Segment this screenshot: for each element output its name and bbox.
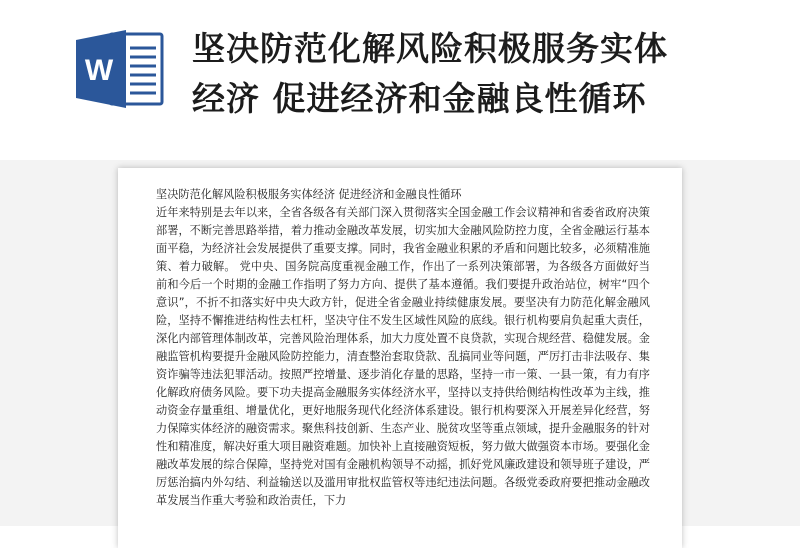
document-title: 坚决防范化解风险积极服务实体经济 促进经济和金融良性循环 — [156, 188, 462, 201]
word-icon-letter: W — [84, 54, 114, 87]
title-line-1: 坚决防范化解风险积极服务实体 — [192, 29, 668, 68]
header — [0, 0, 800, 160]
title-line-2: 经济 促进经济和金融良性循环 — [192, 79, 647, 118]
document-content — [156, 186, 650, 510]
document-body: 近年来特别是去年以来，全省各级各有关部门深入贯彻落实全国金融工作会议精神和省委省政府决策部署，不断完善思路举措，着力推动金融改革发展，切实加大金融风险防控力度，全省金融运行基本面平稳，为经济社会发展提供了重要支撑。同时，我省金融业积累的矛盾和问题比较多，必须精准施策、着力破解。 党中央、国务院高度重视金融工作，作出了一系列决策部署，为各级各方面做好当前和今后一个时期的金融工作指明了努力方向、提供了基本遵循。我们要提升政治站位，树牢“四个意识”，不折不扣落实好中央大政方针，促进全省金融业持续健康发展。要坚决有力防范化解金融风险，坚持不懈推进结构性去杠杆，坚决守住不发生区域性风险的底线。银行机构要肩负起重大责任，深化内部管理体制改革，完善风险治理体系，加大力度处置不良贷款，实现合规经营、稳健发展。金融监管机构要提升金融风险防控能力，清查整治套取贷款、乱搞同业等问题，严厉打击非法吸存、集资诈骗等违法犯罪活动。按照严控增量、逐步消化存量的思路，坚持一市一策、一县一策，有力有序化解政府债务风险。要下功夫提高金融服务实体经济水平，坚持以支持供给侧结构性改革为主线，推动资金存量重组、增量优化，更好地服务现代化经济体系建设。银行机构要深入开展差异化经营，努力保障实体经济的融资需求。聚焦科技创新、生态产业、脱贫攻坚等重点领域，提升金融服务的针对性和精准度，解决好重大项目融资难题。加快补上直接融资短板，努力做大做强资本市场。要强化金融改革发展的综合保障，坚持党对国有金融机构领导不动摇，抓好党风廉政建设和领导班子建设，严厉惩治搞内外勾结、利益输送以及滥用审批权监管权等违纪违法问题。各级党委政府要把推动金融改革发展当作重大考验和政治责任，下力 — [156, 206, 650, 507]
word-document-icon — [76, 30, 164, 108]
page-title — [192, 24, 772, 124]
document-page[interactable] — [118, 168, 682, 548]
